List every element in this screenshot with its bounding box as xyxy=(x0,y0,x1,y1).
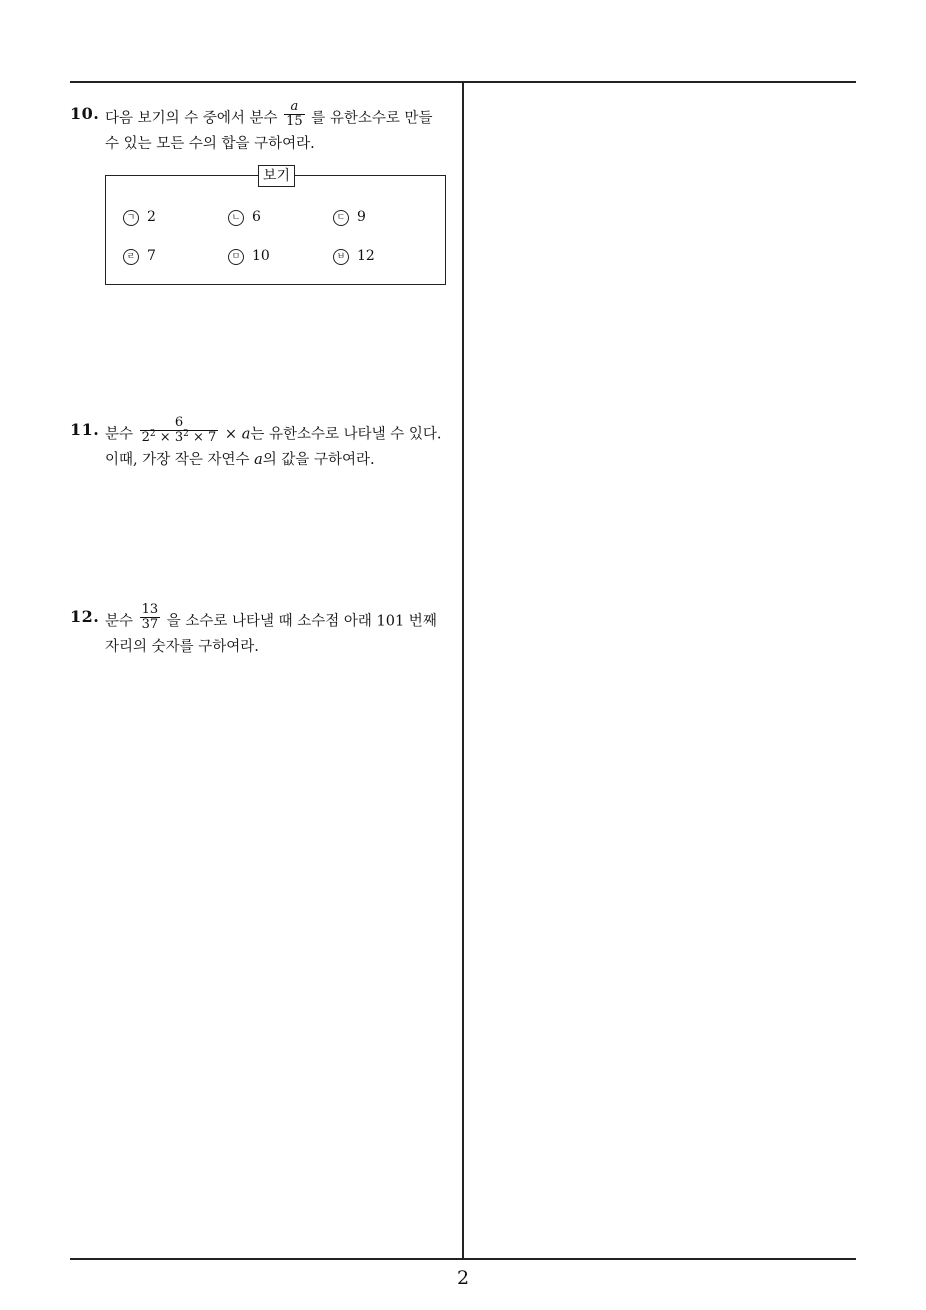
question-line-2: 수 있는 모든 수의 합을 구하여라. xyxy=(105,136,315,152)
question-number: 10. xyxy=(70,104,100,123)
question-number: 12. xyxy=(70,607,100,626)
fraction-numerator: 13 xyxy=(141,602,159,617)
choice-value: 10 xyxy=(252,248,270,264)
choice-item xyxy=(123,209,156,226)
bogi-box xyxy=(105,168,446,285)
den-base: 7 xyxy=(208,430,217,445)
choice-item xyxy=(333,209,366,226)
bottom-rule xyxy=(70,1258,856,1260)
fraction-denominator: 37 xyxy=(141,617,159,632)
question-text xyxy=(105,602,450,665)
fraction-numerator: a xyxy=(284,100,305,115)
text-segment: 분수 xyxy=(105,613,134,630)
den-base: 2 xyxy=(141,430,150,445)
fraction xyxy=(284,100,305,129)
question-line-2: 자리의 숫자를 구하여라. xyxy=(105,639,259,655)
fraction-denominator xyxy=(140,431,219,445)
question-number: 11. xyxy=(70,420,100,439)
page-number: 2 xyxy=(456,1267,470,1289)
choice-mark: ㄷ xyxy=(333,210,349,226)
den-base: 3 xyxy=(174,430,184,445)
text-segment: 이때, 가장 작은 자연수 xyxy=(105,452,250,468)
choice-mark: ㄱ xyxy=(123,210,139,226)
text-segment: 를 유한소수로 만들 xyxy=(311,110,433,127)
column-divider xyxy=(462,81,464,1260)
choice-value: 2 xyxy=(147,209,156,225)
choice-item xyxy=(123,248,156,265)
times-sign: × xyxy=(159,430,171,445)
fraction xyxy=(140,603,161,632)
choice-item xyxy=(333,248,375,265)
choice-mark: ㄴ xyxy=(228,210,244,226)
choice-value: 9 xyxy=(357,209,366,225)
choice-mark: ㅂ xyxy=(333,249,349,265)
den-exponent: 2 xyxy=(149,429,156,439)
question-text xyxy=(105,99,450,162)
fraction-denominator: 15 xyxy=(286,114,303,129)
math-variable: a xyxy=(254,452,263,468)
choice-mark: ㅁ xyxy=(228,249,244,265)
choice-value: 7 xyxy=(147,248,156,264)
choice-mark: ㄹ xyxy=(123,249,139,265)
times-sign: × xyxy=(224,426,238,443)
question-11 xyxy=(70,415,452,480)
text-segment: 다음 보기의 수 중에서 분수 xyxy=(105,110,278,127)
text-segment: 분수 xyxy=(105,426,134,443)
question-line-2 xyxy=(105,448,450,472)
text-segment: 을 소수로 나타낼 때 소수점 아래 101 번째 xyxy=(166,613,437,630)
question-text xyxy=(105,415,450,478)
choice-item xyxy=(228,209,261,226)
fraction xyxy=(140,416,219,445)
fraction-numerator: 6 xyxy=(140,416,219,431)
text-segment: 의 값을 구하여라. xyxy=(262,452,375,468)
bogi-title: 보기 xyxy=(258,165,295,187)
choice-value: 12 xyxy=(357,248,375,264)
times-sign: × xyxy=(192,430,204,445)
choice-value: 6 xyxy=(252,209,261,225)
text-segment: 는 유한소수로 나타낼 수 있다. xyxy=(250,426,442,443)
question-12 xyxy=(70,602,452,667)
choice-item xyxy=(228,248,270,265)
den-exponent: 2 xyxy=(183,429,189,439)
math-variable: a xyxy=(241,426,251,443)
